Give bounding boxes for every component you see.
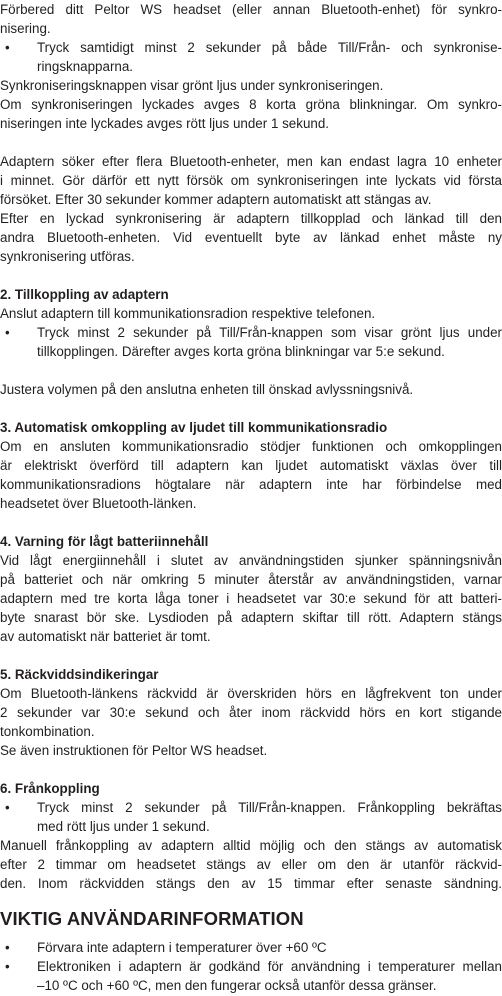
bullet-icon: • bbox=[5, 940, 10, 955]
text-line: Efter en lyckad synkronisering är adaptern tillkopplad och länkad till den bbox=[0, 211, 502, 226]
text-line: headsetet över Bluetooth-länken. bbox=[0, 496, 197, 511]
bullet-icon: • bbox=[5, 40, 10, 55]
text-line: andra Bluetooth-enheten. Vid eventuellt byte av länkad enhet måste ny bbox=[0, 230, 502, 245]
text-line: kommunikationsradions högtalare när adaptern inte har förbindelse med bbox=[0, 477, 502, 492]
text-line: adaptern med tre korta låga toner i headsetet var 30:e sekund för att batteri- bbox=[0, 591, 502, 606]
text-line: Anslut adaptern till kommunikationsradion respektive telefonen. bbox=[0, 306, 376, 321]
bullet-item-text: Tryck samtidigt minst 2 sekunder på både Till/Från- och synkronise- bbox=[37, 40, 502, 55]
text-line: efter 2 timmar om headsetet stängs av eller om den är utanför räckvid- bbox=[0, 857, 502, 872]
text-line: är elektriskt överförd till adaptern kan ljudet automatiskt växlas över till bbox=[0, 458, 502, 473]
text-line: den. Inom räckvidden stängs den av 15 timmar efter senaste sändning. bbox=[0, 876, 502, 891]
text-line: av automatiskt när batteriet är tomt. bbox=[0, 629, 211, 644]
bullet-icon: • bbox=[5, 800, 10, 815]
text-line: Vid lågt energiinnehåll i slutet av användningstiden sjunker spänningsnivån bbox=[0, 553, 502, 568]
bullet-icon: • bbox=[5, 325, 10, 340]
text-line: med rött ljus under 1 sekund. bbox=[37, 819, 210, 834]
text-line: Om synkroniseringen lyckades avges 8 korta gröna blinkningar. Om synkro- bbox=[0, 97, 502, 112]
bullet-item-text: Förvara inte adaptern i temperaturer över +60 ºC bbox=[37, 940, 327, 955]
text-line: tonkombination. bbox=[0, 724, 95, 739]
section-heading: 5. Räckviddsindikeringar bbox=[0, 667, 159, 682]
text-line: Adaptern söker efter flera Bluetooth-enheter, men kan endast lagra 10 enheter bbox=[0, 154, 502, 169]
text-line: Se även instruktionen för Peltor WS headset. bbox=[0, 743, 268, 758]
text-line: niseringen inte lyckades avges rött ljus under 1 sekund. bbox=[0, 116, 330, 131]
bullet-item-text: Tryck minst 2 sekunder på Till/Från-knappen som visar grönt ljus under bbox=[37, 325, 502, 340]
bullet-item-text: Elektroniken i adaptern är godkänd för användning i temperaturer mellan bbox=[37, 959, 502, 974]
section-heading-main: VIKTIG ANVÄNDARINFORMATION bbox=[0, 908, 304, 929]
text-line: i minnet. Gör därför ett nytt försök om synkroniseringen inte lyckats vid första bbox=[0, 173, 502, 188]
text-line: nisering. bbox=[0, 21, 51, 36]
text-line: Synkroniseringsknappen visar grönt ljus under synkroniseringen. bbox=[0, 78, 384, 93]
text-line: tillkopplingen. Därefter avges korta gröna blinkningar var 5:e sekund. bbox=[37, 344, 445, 359]
text-line: försöket. Efter 30 sekunder kommer adaptern automatiskt att stängas av. bbox=[0, 192, 432, 207]
section-heading: 3. Automatisk omkoppling av ljudet till kommunikationsradio bbox=[0, 420, 388, 435]
bullet-item-text: Tryck minst 2 sekunder på Till/Från-knappen. Frånkoppling bekräftas bbox=[37, 800, 502, 815]
text-line: Manuell frånkoppling av adaptern alltid möjlig och den stängs av automatisk bbox=[0, 838, 502, 853]
text-line: synkronisering utföras. bbox=[0, 249, 135, 264]
text-line: 2 sekunder var 30:e sekund och åter inom räckvidd hörs en kort stigande bbox=[0, 705, 502, 720]
text-line: Om Bluetooth-länkens räckvidd är överskriden hörs en lågfrekvent ton under bbox=[0, 686, 502, 701]
bullet-icon: • bbox=[5, 959, 10, 974]
text-line: Om en ansluten kommunikationsradio stödjer funktionen och omkopplingen bbox=[0, 439, 502, 454]
section-heading: 4. Varning för lågt batteriinnehåll bbox=[0, 534, 209, 549]
section-heading: 2. Tillkoppling av adaptern bbox=[0, 287, 169, 302]
text-line: byte snarast bör ske. Lysdioden på adaptern skiftar till rött. Adaptern stängs bbox=[0, 610, 502, 625]
text-line: ringsknapparna. bbox=[37, 59, 134, 74]
text-line: Justera volymen på den anslutna enheten till önskad avlyssningsnivå. bbox=[0, 382, 414, 397]
text-line: –10 ºC och +60 ºC, men den fungerar också utanför dessa gränser. bbox=[37, 978, 437, 993]
section-heading: 6. Frånkoppling bbox=[0, 781, 100, 796]
text-line: på batteriet och när omkring 5 minuter återstår av användningstiden, varnar bbox=[0, 572, 502, 587]
text-line: Förbered ditt Peltor WS headset (eller annan Bluetooth-enhet) för synkro- bbox=[0, 2, 502, 17]
